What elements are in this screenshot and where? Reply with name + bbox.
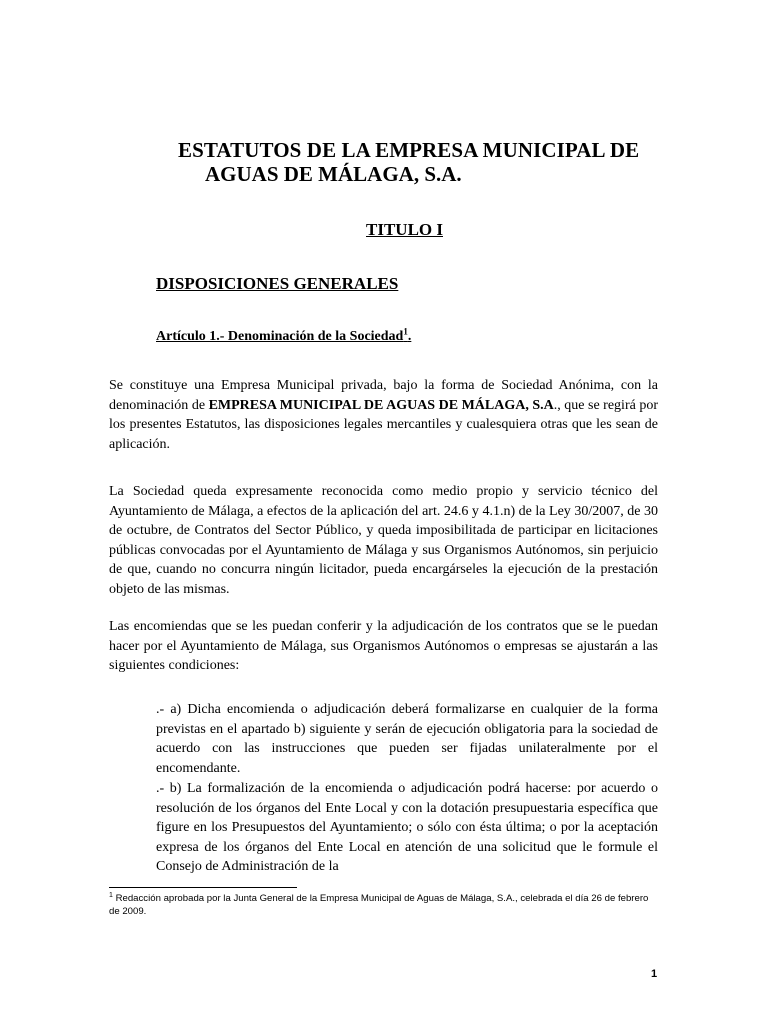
page-number: 1 bbox=[651, 968, 658, 980]
list-item: .- b) La formalización de la encomienda o adjudicación podrá hacerse: por acuerdo o resolución de los órganos del Ente Local y con la dotación presupuestaria específica que figure en los Presupuestos del Ayuntamiento; o sólo con ésta última; o por la aceptación expresa de los órganos del Ente Local en atención de una solicitud que le formule el Consejo de Administración de la bbox=[156, 781, 658, 874]
titulo-heading: TITULO I bbox=[366, 220, 443, 239]
footnote-marker: 1 bbox=[109, 891, 113, 899]
article-heading-end: . bbox=[407, 329, 412, 344]
paragraph-constitution-start: Se constituye una Empresa Municipal privada, bajo la forma de Sociedad Anónima, con la denominación de bbox=[109, 378, 658, 413]
paragraph-constitution-end: ., que se regirá por los presentes Estatutos, las disposiciones legales mercantiles y cualesquiera otras que les sean de aplicación. bbox=[109, 397, 659, 452]
footnote bbox=[109, 893, 661, 918]
footnote-text: Redacción aprobada por la Junta General de la Empresa Municipal de Aguas de Málaga, S.A., celebrada el día 26 de febrero de 2009. bbox=[109, 893, 649, 917]
article-heading-text: Artículo 1.- Denominación de la Sociedad bbox=[156, 329, 404, 344]
document-title-line-2: AGUAS DE MÁLAGA, S.A. bbox=[205, 162, 462, 186]
paragraph-constitution bbox=[109, 376, 658, 454]
article-heading bbox=[156, 326, 412, 345]
list-item: .- a) Dicha encomienda o adjudicación deberá formalizarse en cualquier de la forma previstas en el apartado b) siguiente y serán de ejecución obligatoria para la sociedad de acuerdo con las instrucciones que pueden ser fijadas unilateralmente por el encomendante. bbox=[156, 702, 658, 776]
paragraph-medio-propio: La Sociedad queda expresamente reconocida como medio propio y servicio técnico del Ayuntamiento de Málaga, a efectos de la aplicación del art. 24.6 y 4.1.n) de la Ley 30/2007, de 30 de octubre, de Contratos del Sector Público, y queda imposibilitada de participar en licitaciones públicas convocadas por el Ayuntamiento de Málaga y sus Organismos Autónomos, sin perjuicio de que, cuando no concurra ningún licitador, pueda encargárseles la ejecución de la prestación objeto de las mismas. bbox=[109, 484, 658, 597]
document-title-line-1: ESTATUTOS DE LA EMPRESA MUNICIPAL DE bbox=[178, 138, 640, 162]
footnote-divider bbox=[109, 887, 297, 888]
company-name-bold: EMPRESA MUNICIPAL DE AGUAS DE MÁLAGA, S.A bbox=[208, 397, 554, 413]
section-heading: DISPOSICIONES GENERALES bbox=[156, 274, 399, 293]
paragraph-encomiendas: Las encomiendas que se les puedan conferir y la adjudicación de los contratos que se le puedan hacer por el Ayuntamiento de Málaga, sus Organismos Autónomos o empresas se ajustarán a las siguientes condiciones: bbox=[109, 619, 658, 673]
footnote-reference: 1 bbox=[403, 326, 408, 337]
